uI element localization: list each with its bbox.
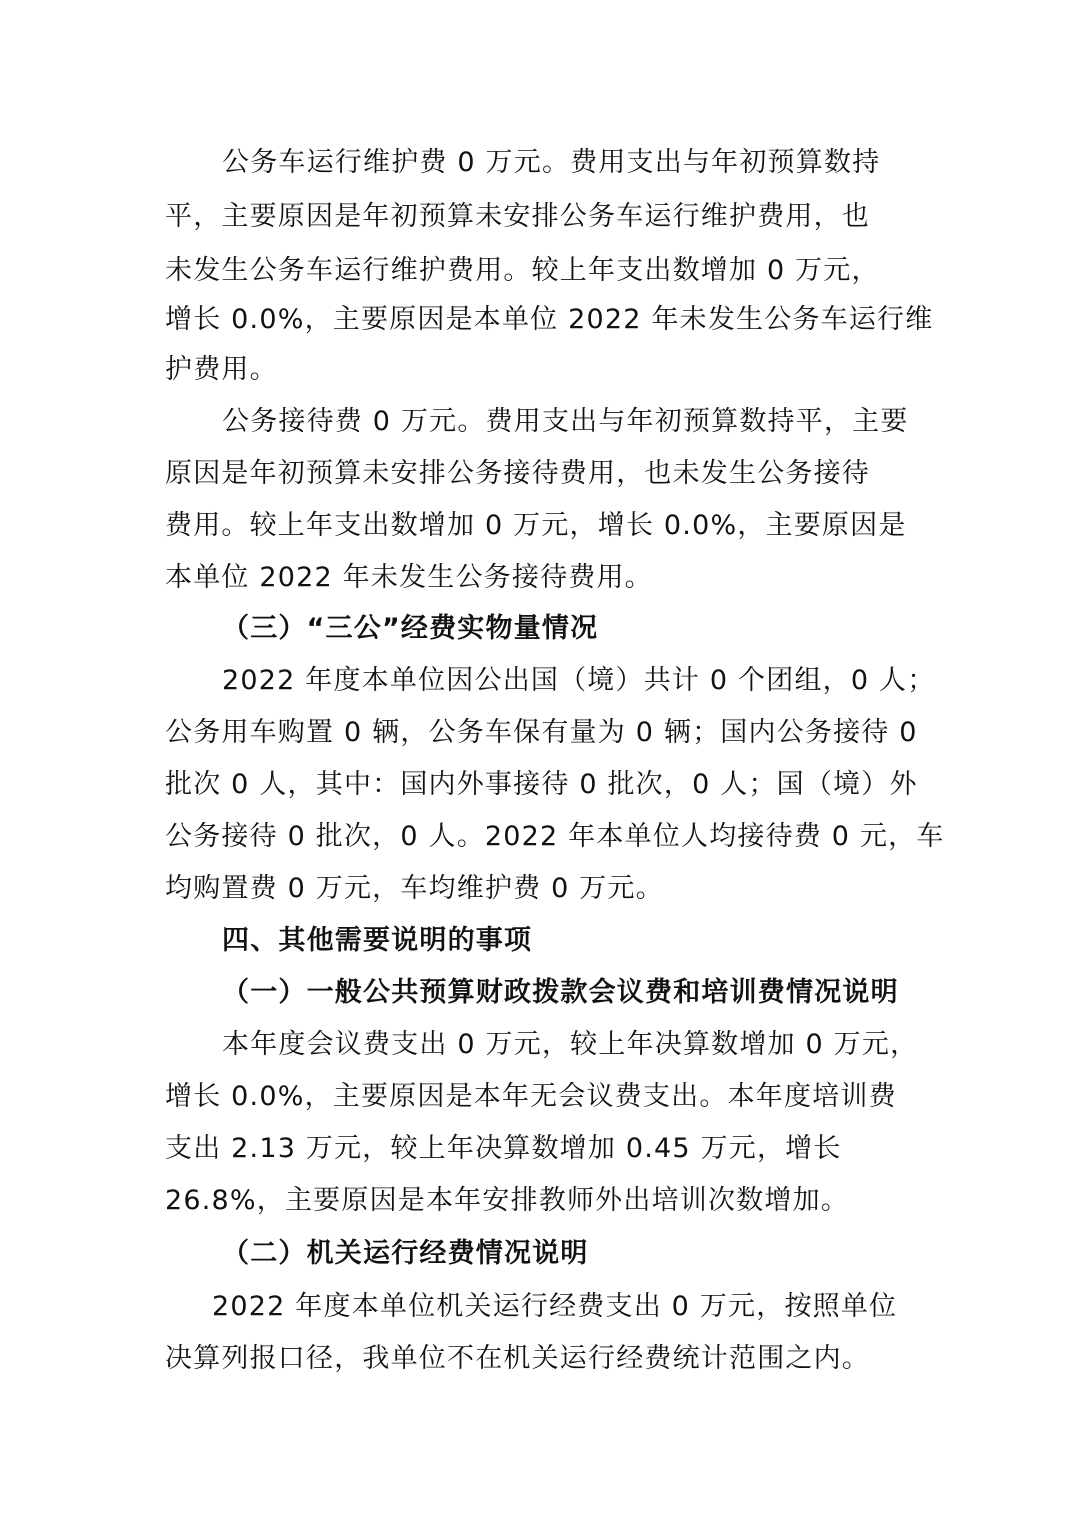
agency-line-2: 决算列报口径，我单位不在机关运行经费统计范围之内。 bbox=[165, 1343, 870, 1374]
agency-line-1: 2022 年度本单位机关运行经费支出 0 万元，按照单位 bbox=[212, 1291, 898, 1322]
meeting-line-1: 本年度会议费支出 0 万元，较上年决算数增加 0 万元， bbox=[222, 1029, 919, 1060]
reception-line-4: 本单位 2022 年未发生公务接待费用。 bbox=[165, 562, 653, 593]
agency-operation-heading: （二）机关运行经费情况说明 bbox=[222, 1238, 589, 1269]
car-maintenance-line-1: 公务车运行维护费 0 万元。费用支出与年初预算数持 bbox=[222, 147, 881, 178]
reception-line-3: 费用。较上年支出数增加 0 万元，增长 0.0%，主要原因是 bbox=[165, 510, 907, 541]
reception-line-2: 原因是年初预算未安排公务接待费用，也未发生公务接待 bbox=[165, 458, 870, 489]
meeting-line-2: 增长 0.0%，主要原因是本年无会议费支出。本年度培训费 bbox=[165, 1081, 897, 1112]
car-maintenance-line-4: 增长 0.0%，主要原因是本单位 2022 年未发生公务车运行维 bbox=[165, 304, 934, 335]
physical-line-3: 批次 0 人，其中：国内外事接待 0 批次，0 人；国（境）外 bbox=[165, 769, 918, 800]
physical-quantity-heading: （三）“三公”经费实物量情况 bbox=[222, 613, 599, 644]
meeting-training-heading: （一）一般公共预算财政拨款会议费和培训费情况说明 bbox=[222, 977, 899, 1008]
physical-line-5: 均购置费 0 万元，车均维护费 0 万元。 bbox=[165, 873, 664, 904]
reception-line-1: 公务接待费 0 万元。费用支出与年初预算数持平，主要 bbox=[222, 406, 909, 437]
physical-line-2: 公务用车购置 0 辆，公务车保有量为 0 辆；国内公务接待 0 bbox=[165, 717, 918, 748]
meeting-line-3: 支出 2.13 万元，较上年决算数增加 0.45 万元，增长 bbox=[165, 1133, 842, 1164]
car-maintenance-line-3: 未发生公务车运行维护费用。较上年支出数增加 0 万元， bbox=[165, 255, 880, 286]
section-4-heading: 四、其他需要说明的事项 bbox=[222, 925, 533, 956]
car-maintenance-line-5: 护费用。 bbox=[165, 354, 278, 385]
physical-line-4: 公务接待 0 批次，0 人。2022 年本单位人均接待费 0 元，车 bbox=[165, 821, 945, 852]
meeting-line-4: 26.8%，主要原因是本年安排教师外出培训次数增加。 bbox=[165, 1185, 849, 1216]
physical-line-1: 2022 年度本单位因公出国（境）共计 0 个团组，0 人； bbox=[222, 665, 936, 696]
car-maintenance-line-2: 平，主要原因是年初预算未安排公务车运行维护费用，也 bbox=[165, 201, 870, 232]
